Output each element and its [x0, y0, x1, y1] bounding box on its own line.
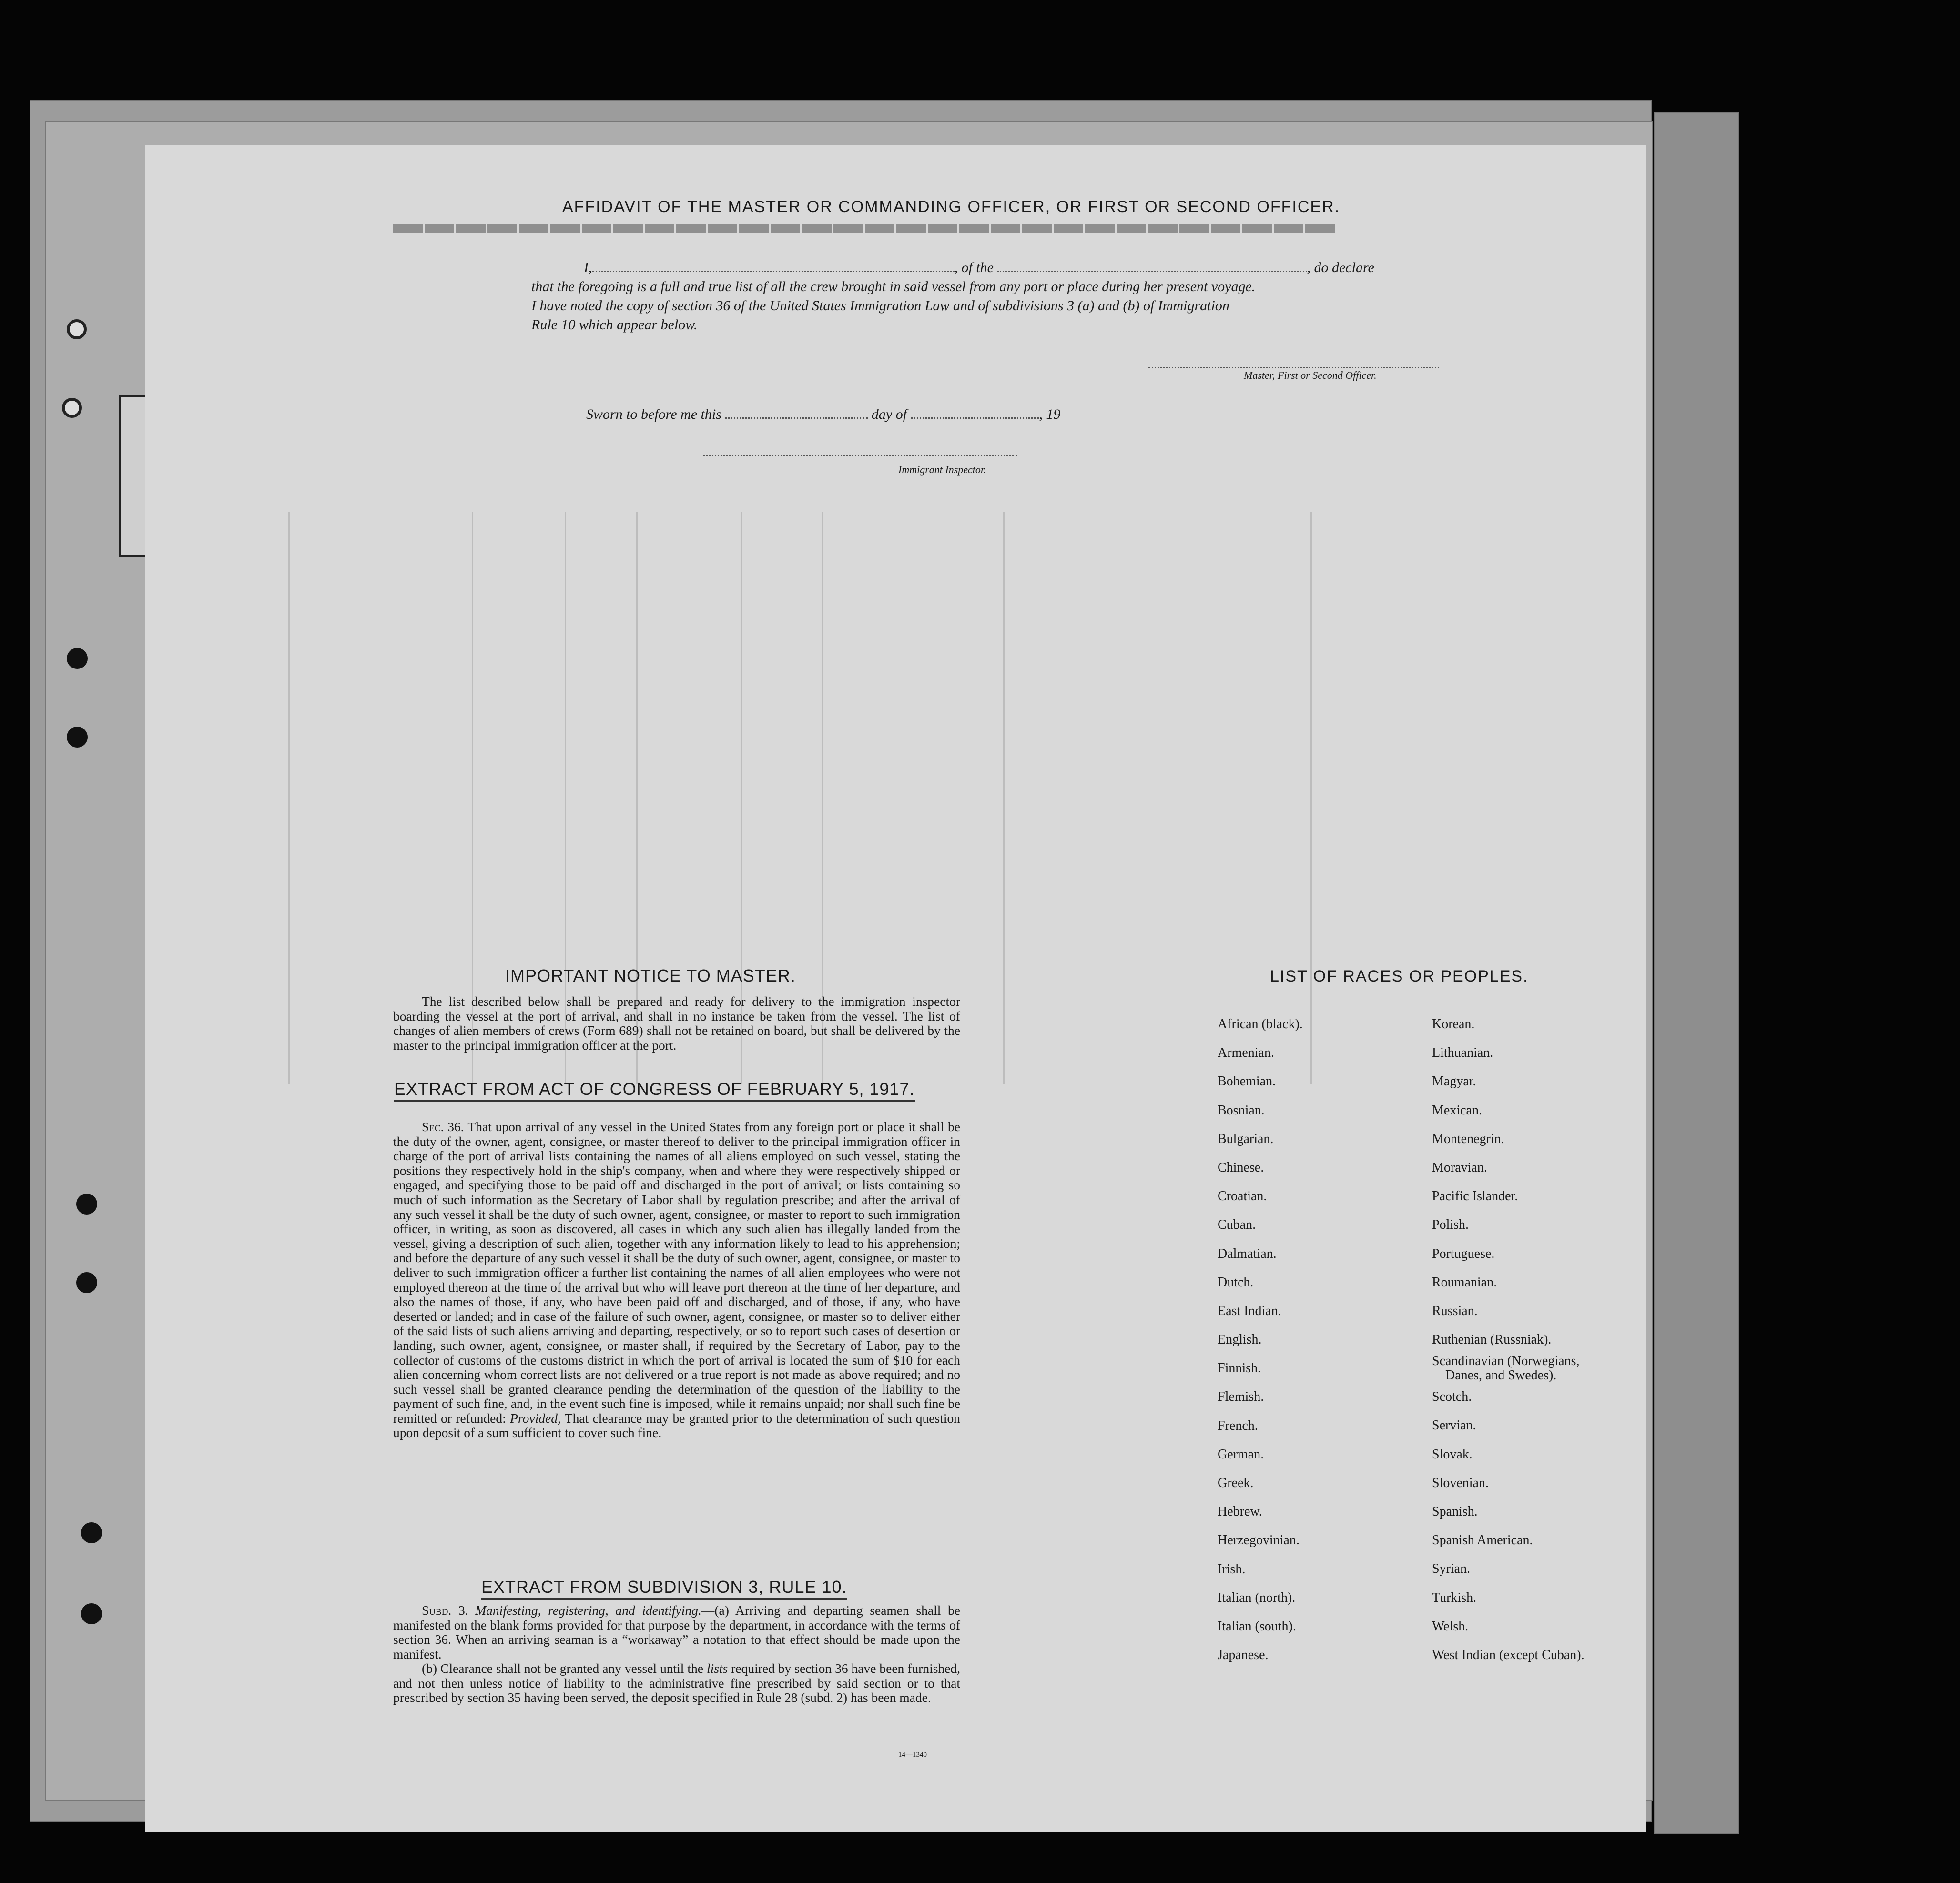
- notice-title: IMPORTANT NOTICE TO MASTER.: [505, 966, 796, 985]
- affidavit-page: [145, 145, 1646, 1832]
- race-item: Turkish.: [1432, 1590, 1477, 1605]
- sworn-prefix: Sworn to before me this: [586, 406, 721, 422]
- race-item: Dalmatian.: [1218, 1246, 1277, 1261]
- vessel-name-field[interactable]: [997, 271, 1307, 272]
- rule-subd-heading: Manifesting, registering, and identifying.: [475, 1603, 701, 1618]
- bleed-through-rule: [1003, 512, 1005, 1084]
- race-item: Finnish.: [1218, 1361, 1261, 1376]
- rule-para-b-2: required by section 36 have been furnished, and not then unless notice of liability to the administrative fine prescribed by said section or to that prescribed by section 35 having been served, the deposit specified in Rule 28 (subd. 2) has been made.: [393, 1661, 961, 1705]
- race-item: Lithuanian.: [1432, 1045, 1493, 1061]
- affidavit-title: AFFIDAVIT OF THE MASTER OR COMMANDING OFFICER, OR FIRST OR SECOND OFFICER.: [562, 198, 1341, 216]
- sworn-month-field[interactable]: [911, 417, 1039, 419]
- race-item: Ruthenian (Russniak).: [1432, 1332, 1552, 1347]
- race-item: French.: [1218, 1418, 1258, 1433]
- races-left-column: [1218, 1010, 1303, 1670]
- rule-para-b-1: Clearance shall not be granted any vessel until the: [440, 1661, 703, 1676]
- back-sheet-edge: [1654, 112, 1739, 1834]
- binder-hole: [67, 727, 88, 748]
- declaration-line-2: that the foregoing is a full and true list of all the crew brought in said vessel from any port or place during her present voyage.: [531, 279, 1256, 294]
- master-signature-line[interactable]: [1148, 367, 1439, 368]
- race-item: German.: [1218, 1447, 1264, 1462]
- race-item: Scotch.: [1432, 1389, 1472, 1405]
- form-number: 14—1340: [898, 1751, 927, 1759]
- race-item: Moravian.: [1432, 1160, 1487, 1175]
- race-item: Flemish.: [1218, 1389, 1264, 1405]
- race-item: Servian.: [1432, 1418, 1476, 1433]
- race-item: Roumanian.: [1432, 1275, 1497, 1290]
- rule-para-b-lists: lists: [706, 1661, 728, 1676]
- act-text-block: [393, 1120, 960, 1440]
- race-item: Slovak.: [1432, 1447, 1473, 1462]
- race-item: Russian.: [1432, 1303, 1478, 1318]
- race-item: Herzegovinian.: [1218, 1533, 1300, 1548]
- binder-hole: [76, 1272, 97, 1293]
- declaration-line-3: I have noted the copy of section 36 of the United States Immigration Law and of subdivisions 3 (a) and (b) of Immigration: [531, 298, 1229, 314]
- race-item: Japanese.: [1218, 1648, 1269, 1663]
- binder-hole: [62, 398, 82, 418]
- sworn-day-label: day of: [871, 406, 907, 422]
- binder-hole: [76, 1194, 97, 1215]
- race-item: Hebrew.: [1218, 1504, 1262, 1519]
- sworn-day-field[interactable]: [725, 417, 868, 419]
- race-item: Greek.: [1218, 1476, 1254, 1490]
- race-item: Croatian.: [1218, 1189, 1267, 1204]
- race-item: English.: [1218, 1332, 1262, 1347]
- race-item: Bohemian.: [1218, 1074, 1276, 1089]
- declarant-suffix: , do declare: [1307, 260, 1374, 275]
- races-right-column: [1432, 1010, 1584, 1670]
- race-item: Bosnian.: [1218, 1103, 1265, 1118]
- races-title: LIST OF RACES OR PEOPLES.: [1270, 967, 1529, 985]
- race-item: Dutch.: [1218, 1275, 1254, 1290]
- notice-text-block: [393, 994, 960, 1053]
- race-item: Chinese.: [1218, 1160, 1264, 1175]
- sworn-line: [586, 406, 1061, 423]
- race-item: Irish.: [1218, 1561, 1246, 1577]
- master-signature-label: Master, First or Second Officer.: [1244, 369, 1377, 381]
- race-item: Portuguese.: [1432, 1246, 1495, 1261]
- race-item: Slovenian.: [1432, 1475, 1489, 1490]
- race-item: Montenegrin.: [1432, 1131, 1504, 1146]
- rule-text-block: [393, 1603, 960, 1705]
- race-item: Welsh.: [1432, 1619, 1469, 1634]
- binder-hole: [67, 319, 87, 339]
- binder-hole: [81, 1522, 102, 1543]
- sworn-year-label: , 19: [1039, 406, 1061, 422]
- race-item: Italian (south).: [1218, 1619, 1296, 1634]
- race-item: East Indian.: [1218, 1303, 1281, 1318]
- bleed-through-rule: [1310, 512, 1312, 1084]
- notice-text: The list described below shall be prepared and ready for delivery to the immigration inspector boarding the vessel at the port of arrival, and shall in no instance be taken from the vessel. The list of changes of alien members of crews (Form 689) shall not be retained on board, but shall be delivered by the master to the principal immigration officer at the port.: [393, 994, 960, 1053]
- race-item: Scandinavian (Norwegians,: [1432, 1354, 1580, 1369]
- race-item: Cuban.: [1218, 1217, 1256, 1233]
- declarant-line: [584, 260, 1374, 276]
- race-item: Danes, and Swedes).: [1445, 1368, 1557, 1383]
- rule-para-b-label: (b): [422, 1661, 437, 1676]
- rule-title: EXTRACT FROM SUBDIVISION 3, RULE 10.: [481, 1577, 847, 1600]
- act-proviso-text: That clearance may be granted prior to the determination of such question upon deposit of a sum sufficient to cover such fine.: [393, 1410, 960, 1440]
- race-item: Pacific Islander.: [1432, 1189, 1518, 1204]
- rule-para-a-label: —(a): [701, 1603, 729, 1618]
- race-item: Armenian.: [1218, 1045, 1274, 1061]
- declaration-line-4: Rule 10 which appear below.: [531, 317, 698, 333]
- bleed-through-heading: ▬▬▬▬▬▬▬▬▬▬▬▬▬▬▬▬▬▬▬▬▬▬▬▬▬▬▬▬▬▬: [393, 218, 1337, 250]
- act-section-label: Sec. 36.: [422, 1119, 464, 1134]
- binder-hole: [81, 1603, 102, 1624]
- inspector-signature-line[interactable]: [703, 455, 1017, 456]
- race-item: West Indian (except Cuban).: [1432, 1647, 1584, 1662]
- race-item: Bulgarian.: [1218, 1131, 1274, 1146]
- race-item: Mexican.: [1432, 1103, 1482, 1118]
- race-item: Magyar.: [1432, 1074, 1476, 1089]
- race-item: Syrian.: [1432, 1561, 1471, 1577]
- race-item: Spanish American.: [1432, 1533, 1533, 1548]
- act-text: That upon arrival of any vessel in the United States from any foreign port or place it shall be the duty of the owner, agent, consignee, or master thereof to deliver to the principal immigration officer in charge of the port of arrival lists containing the names of all aliens employed on such vessel, stating the positions they respectively hold in the ship's company, when and where they were respectively shipped or engaged, and specifying those to be paid off and discharged in the port of arrival; or lists containing so much of such information as the Secretary of Labor shall by regulation prescribe; and after the arrival of any such vessel it shall be the duty of such owner, agent, consignee, or master to report to such immigration officer, in writing, as soon as discovered, all cases in which any such alien has illegally landed from the vessel, giving a description of such alien, together with any information likely to lead to his apprehension; and before the departure of any such vessel it shall be the duty of such owner, agent, consignee, or master to deliver to such immigration officer a further list containing the names of all alien employees who were not employed thereon at the time of the arrival but who will leave port thereon at the time of her departure, and also the names of those, if any, who have been paid off and discharged, and of those, if any, who have deserted or landed; and in case of the failure of such owner, agent, consignee, or master so to deliver either of the said lists of such aliens arriving and departing, respectively, or so to report such cases of desertion or landing, such owner, agent, consignee, or master shall, if required by the Secretary of Labor, pay to the collector of customs of the customs district in which the port of arrival is located the sum of $10 for each alien concerning whom correct lists are not delivered or a true report is not made as above required; and no such vessel shall be granted clearance pending the determination of the question of the liability to the payment of such fine, and, in the event such fine is imposed, while it remains unpaid; nor shall such fine be remitted or refunded:: [393, 1119, 960, 1426]
- act-title: EXTRACT FROM ACT OF CONGRESS OF FEBRUARY 5, 1917.: [394, 1079, 915, 1102]
- declarant-name-field[interactable]: [592, 271, 955, 272]
- rule-subd-label: Subd. 3.: [422, 1603, 468, 1618]
- rule-para-a: Arriving and departing seamen shall be manifested on the blank forms provided for that purpose by the department, in accordance with the terms of section 36. When an arriving seaman is a “workaway” a notation to that effect should be made upon the manifest.: [393, 1603, 960, 1661]
- declarant-prefix: I,: [584, 260, 592, 275]
- binder-hole: [67, 648, 88, 669]
- race-item: Italian (north).: [1218, 1590, 1296, 1605]
- bleed-through-rule: [288, 512, 290, 1084]
- race-item: Korean.: [1432, 1017, 1475, 1032]
- race-item: African (black).: [1218, 1017, 1303, 1032]
- race-item: Polish.: [1432, 1217, 1469, 1233]
- inspector-signature-label: Immigrant Inspector.: [898, 464, 986, 476]
- race-item: Spanish.: [1432, 1504, 1478, 1519]
- act-proviso-word: Provided,: [510, 1410, 561, 1426]
- side-tab: [119, 395, 149, 557]
- declarant-of-text: , of the: [954, 260, 994, 275]
